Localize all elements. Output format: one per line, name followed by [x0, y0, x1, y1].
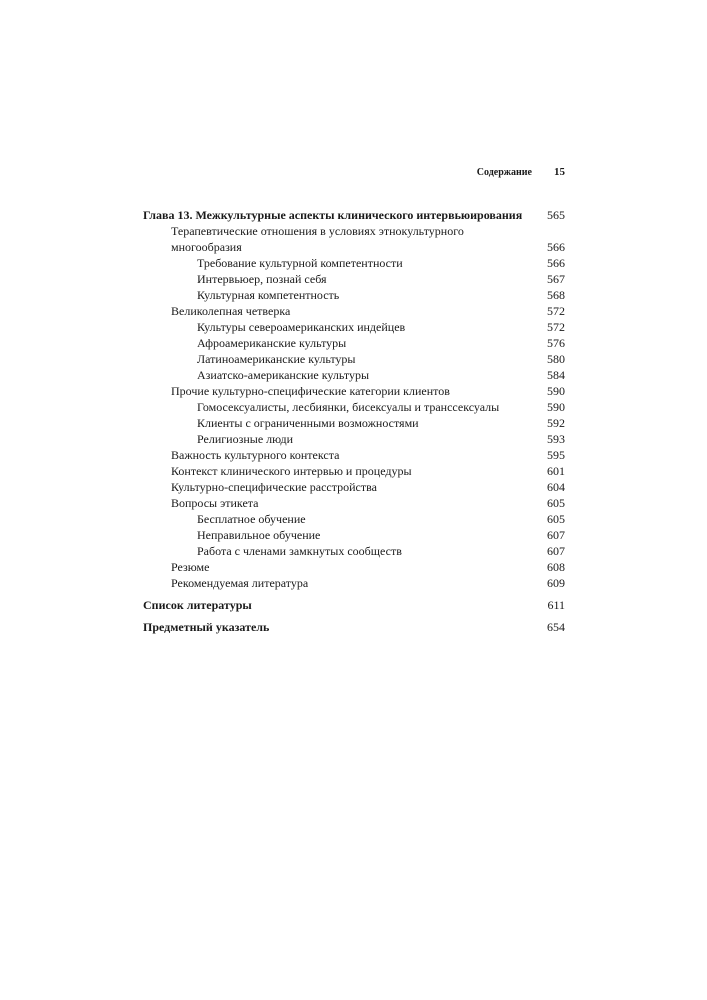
- toc-entry[interactable]: [143, 543, 565, 559]
- toc-entry-title: многообразия: [171, 240, 242, 254]
- toc-entry[interactable]: [143, 559, 565, 575]
- toc-entry-title: Прочие культурно-специфические категории клиентов: [171, 384, 450, 398]
- toc-entry-title: Важность культурного контекста: [171, 448, 340, 462]
- toc-entry[interactable]: [143, 351, 565, 367]
- toc-entry-title: Латиноамериканские культуры: [197, 352, 356, 366]
- toc-references-title: Список литературы: [143, 598, 252, 612]
- toc-chapter-title: Глава 13. Межкультурные аспекты клинического интервьюирования: [143, 208, 523, 222]
- toc-entry[interactable]: [143, 383, 565, 399]
- toc-entry-wrap-line1[interactable]: [143, 223, 565, 239]
- toc-entry-page: 605: [547, 496, 565, 510]
- toc-entry[interactable]: [143, 527, 565, 543]
- toc-entry-page: 576: [547, 336, 565, 350]
- toc-entry-title: Неправильное обучение: [197, 528, 321, 542]
- toc-entry-title: Интервьюер, познай себя: [197, 272, 327, 286]
- toc-entry-title: Работа с членами замкнутых сообществ: [197, 544, 402, 558]
- running-head: [143, 166, 565, 178]
- toc-entry-page: 601: [547, 464, 565, 478]
- toc-entry[interactable]: [143, 287, 565, 303]
- toc-entry-page: 608: [547, 560, 565, 574]
- toc-entry[interactable]: [143, 511, 565, 527]
- table-of-contents: [143, 207, 565, 635]
- toc-entry-page: 566: [547, 256, 565, 270]
- toc-chapter[interactable]: [143, 207, 565, 223]
- toc-entry-page: 607: [547, 544, 565, 558]
- toc-entry-page: 566: [547, 240, 565, 254]
- toc-entry[interactable]: [143, 431, 565, 447]
- toc-entry-title: Великолепная четверка: [171, 304, 291, 318]
- toc-entry[interactable]: [143, 255, 565, 271]
- toc-entry-page: 604: [547, 480, 565, 494]
- toc-entry-page: 605: [547, 512, 565, 526]
- toc-entry[interactable]: [143, 335, 565, 351]
- toc-entry[interactable]: [143, 319, 565, 335]
- toc-references-page: 611: [547, 598, 565, 612]
- toc-entry-title: Рекомендуемая литература: [171, 576, 309, 590]
- toc-entry-title: Религиозные люди: [197, 432, 294, 446]
- toc-entry[interactable]: [143, 479, 565, 495]
- toc-entry-title: Бесплатное обучение: [197, 512, 306, 526]
- toc-entry-page: 595: [547, 448, 565, 462]
- toc-entry[interactable]: [143, 447, 565, 463]
- toc-chapter-page: 565: [547, 208, 565, 222]
- toc-entry-page: 593: [547, 432, 565, 446]
- toc-index-page: 654: [547, 620, 565, 634]
- toc-index[interactable]: [143, 619, 565, 635]
- toc-entry-title: Гомосексуалисты, лесбиянки, бисексуалы и транссексуалы: [197, 400, 500, 414]
- toc-entry[interactable]: [143, 463, 565, 479]
- toc-entry-title: Терапевтические отношения в условиях этнокультурного: [171, 224, 464, 238]
- toc-entry[interactable]: [143, 399, 565, 415]
- toc-entry-title: Клиенты с ограниченными возможностями: [197, 416, 419, 430]
- toc-entry-title: Требование культурной компетентности: [197, 256, 403, 270]
- toc-entry[interactable]: [143, 303, 565, 319]
- toc-entry-page: 567: [547, 272, 565, 286]
- toc-entry-title: Культуры североамериканских индейцев: [197, 320, 406, 334]
- toc-entry-page: 584: [547, 368, 565, 382]
- toc-entry-page: 607: [547, 528, 565, 542]
- toc-entry-page: 572: [547, 320, 565, 334]
- toc-entry-title: Резюме: [171, 560, 210, 574]
- running-head-title: Содержание: [476, 167, 532, 178]
- toc-entry[interactable]: [143, 495, 565, 511]
- toc-entry-title: Культурно-специфические расстройства: [171, 480, 377, 494]
- toc-references[interactable]: [143, 597, 565, 613]
- toc-entry[interactable]: [143, 271, 565, 287]
- page-number: 15: [554, 166, 565, 178]
- toc-entry-title: Вопросы этикета: [171, 496, 259, 510]
- toc-entry-title: Азиатско-американские культуры: [197, 368, 370, 382]
- toc-entry-page: 580: [547, 352, 565, 366]
- toc-entry-page: 590: [547, 400, 565, 414]
- toc-entry[interactable]: [143, 415, 565, 431]
- toc-entry[interactable]: [143, 367, 565, 383]
- toc-entry-page: 568: [547, 288, 565, 302]
- toc-entry-title: Культурная компетентность: [197, 288, 340, 302]
- toc-entry-title: Афроамериканские культуры: [197, 336, 347, 350]
- toc-entry-page: 609: [547, 576, 565, 590]
- toc-entry[interactable]: [143, 575, 565, 591]
- toc-entry-page: 572: [547, 304, 565, 318]
- toc-entry-wrap-line2[interactable]: [143, 239, 565, 255]
- toc-index-title: Предметный указатель: [143, 620, 270, 634]
- toc-entry-page: 592: [547, 416, 565, 430]
- toc-entry-title: Контекст клинического интервью и процедуры: [171, 464, 412, 478]
- toc-entry-page: 590: [547, 384, 565, 398]
